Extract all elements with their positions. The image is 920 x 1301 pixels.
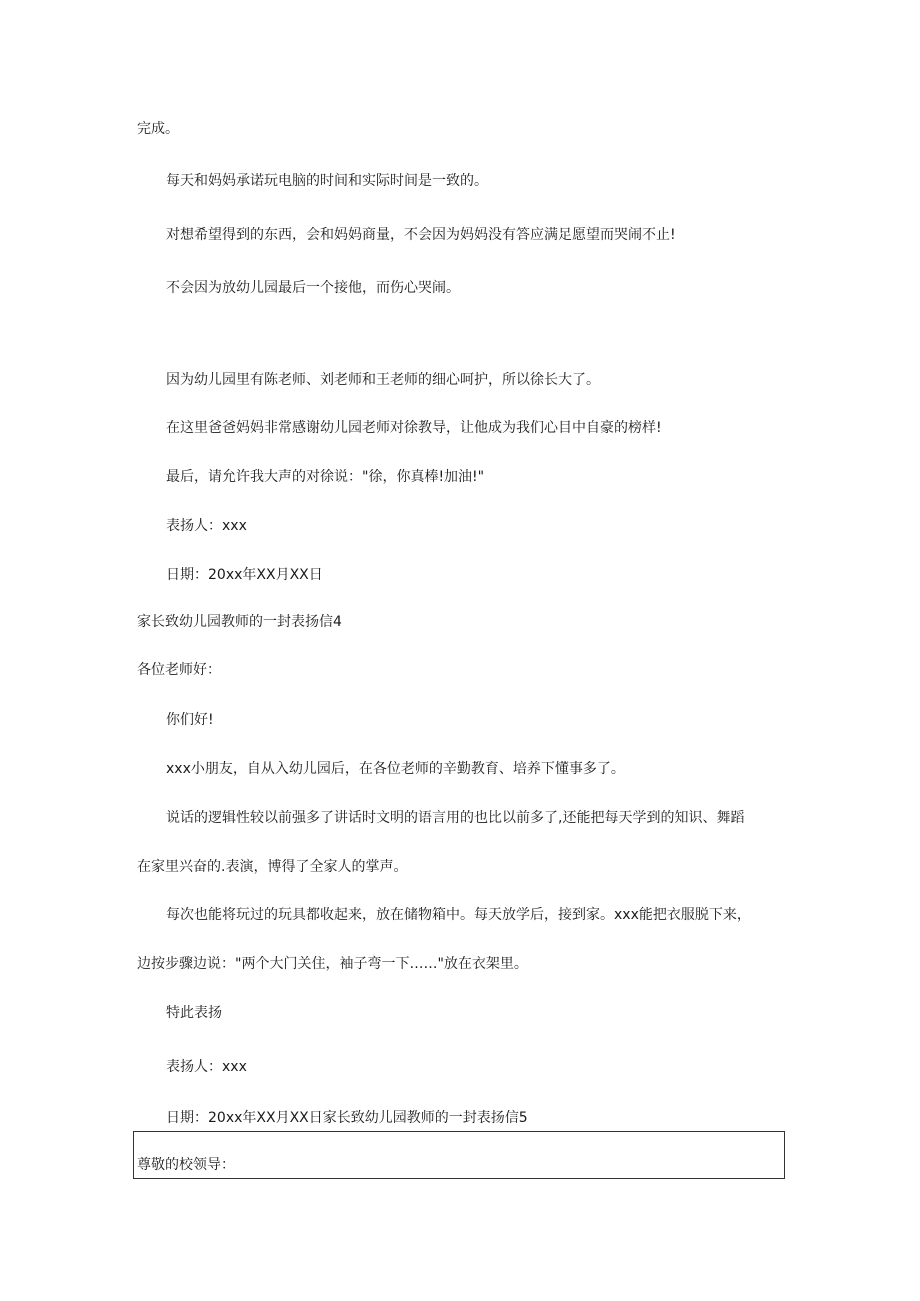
signature-line: 表扬人：xxx (166, 1059, 247, 1075)
letter-title: 家长致幼儿园教师的一封表扬信4 (137, 614, 342, 630)
text-line: 对想希望得到的东西，会和妈妈商量，不会因为妈妈没有答应满足愿望而哭闹不止! (166, 227, 676, 243)
date-line: 日期：20xx年XX月XX日家长致幼儿园教师的一封表扬信5 (166, 1110, 528, 1126)
text-line: 每天和妈妈承诺玩电脑的时间和实际时间是一致的。 (166, 173, 488, 189)
closing-line: 特此表扬 (166, 1005, 222, 1021)
text-line: 因为幼儿园里有陈老师、刘老师和王老师的细心呵护，所以徐长大了。 (166, 372, 600, 388)
text-line: 边按步骤边说："两个大门关住，袖子弯一下……"放在衣架里。 (137, 956, 528, 972)
text-line: xxx小朋友，自从入幼儿园后，在各位老师的辛勤教育、培养下懂事多了。 (166, 761, 625, 777)
text-line: 在这里爸爸妈妈非常感谢幼儿园老师对徐教导，让他成为我们心目中自豪的榜样! (166, 420, 662, 436)
text-line: 不会因为放幼儿园最后一个接他，而伤心哭闹。 (166, 280, 460, 296)
salutation: 各位老师好： (137, 662, 221, 678)
greeting: 你们好! (166, 712, 214, 728)
text-line: 完成。 (137, 121, 179, 137)
text-line: 说话的逻辑性较以前强多了讲话时文明的语言用的也比以前多了,还能把每天学到的知识、舞蹈 (166, 810, 745, 826)
signature-line: 表扬人：xxx (166, 518, 247, 534)
date-line: 日期：20xx年XX月XX日 (166, 567, 323, 583)
text-line: 最后，请允许我大声的对徐说："徐，你真棒!加油!" (166, 469, 485, 485)
text-line: 在家里兴奋的.表演，博得了全家人的掌声。 (137, 859, 408, 875)
text-line: 每次也能将玩过的玩具都收起来，放在储物箱中。每天放学后，接到家。xxx能把衣服脱下来， (166, 907, 751, 923)
salutation: 尊敬的校领导： (137, 1157, 235, 1173)
